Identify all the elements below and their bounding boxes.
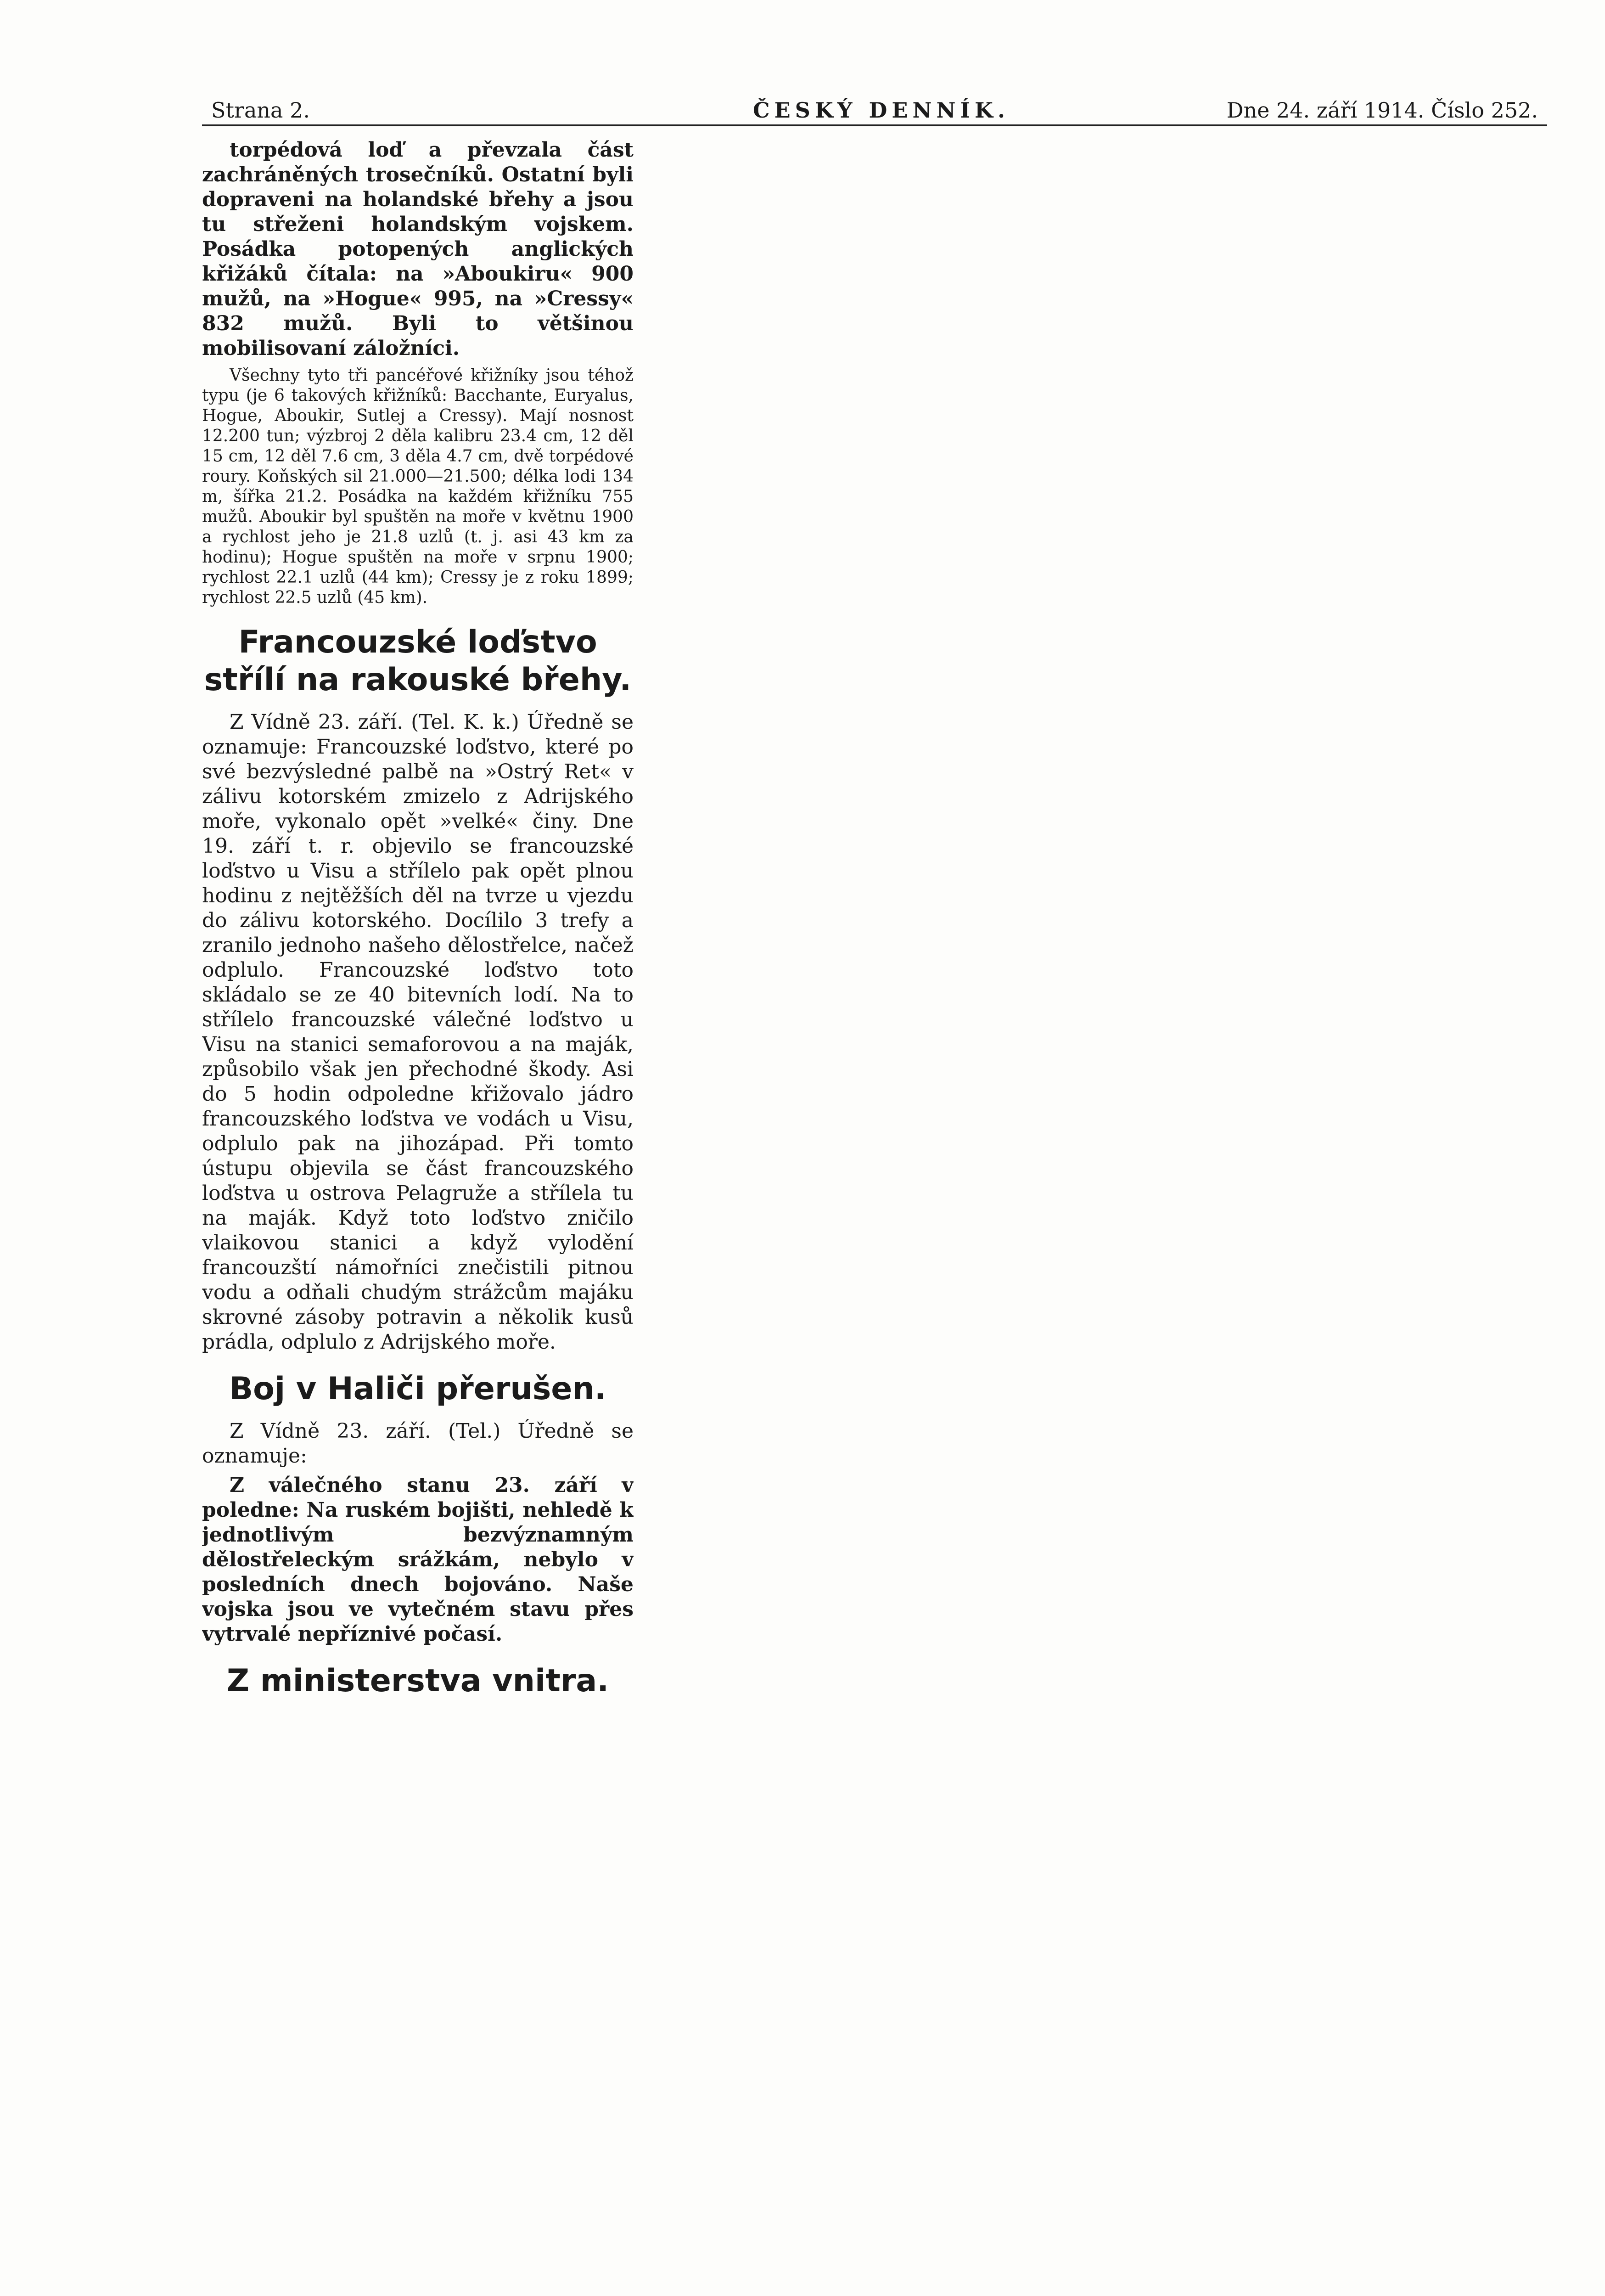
issue-date: Dne 24. září 1914. Číslo 252. <box>1226 98 1538 123</box>
headline: Z ministerstva vnitra. <box>226 1663 609 1699</box>
headline: Boj v Haliči přerušen. <box>229 1371 606 1407</box>
article-paragraph: Z Vídně 23. září. (Tel.) Úředně se oznamuje: <box>202 1419 634 1468</box>
article-paragraph: torpédová loď a převzala část zachráněných trosečníků. Ostatní byli dopraveni na holandské břehy a jsou tu střeženi holandským vojskem. Posádka potopených anglických křižáků čítala: na »Aboukiru« 900 mužů, na »Hogue« 995, na »Cressy« 832 mužů. Byli to většinou mobilisovaní záložníci. <box>202 138 634 360</box>
article-paragraph: Z válečného stanu 23. září v poledne: Na ruském bojišti, nehledě k jednotlivým bezvýznamným dělostřeleckým srážkám, nebylo v posledních dnech bojováno. Naše vojska jsou ve vytečném stavu přes vytrvalé nepříznivé počasí. <box>202 1474 634 1646</box>
article-paragraph: Všechny tyto tři pancéřové křižníky jsou téhož typu (je 6 takových křižníků: Bacchante, Euryalus, Hogue, Aboukir, Sutlej a Cressy). Mají nosnost 12.200 tun; výzbroj 2 děla kalibru 23.4 cm, 12 děl 15 cm, 12 děl 7.6 cm, 3 děla 4.7 cm, dvě torpédové roury. Koňských sil 21.000—21.500; délka lodi 134 m, šířka 21.2. Posádka na každém křižníku 755 mužů. Aboukir byl spuštěn na moře v květnu 1900 a rychlost jeho je 21.8 uzlů (t. j. asi 43 km za hodinu); Hogue spuštěn na moře v srpnu 1900; rychlost 22.1 uzlů (44 km); Cressy je z roku 1899; rychlost 22.5 uzlů (45 km). <box>202 366 634 607</box>
article-paragraph: Z Vídně 23. září. (Tel. K. k.) Úředně se oznamuje: Francouzské loďstvo, které po své bezvýsledné palbě na »Ostrý Ret« v zálivu kotorském zmizelo z Adrijského moře, vykonalo opět »velké« činy. Dne 19. září t. r. objevilo se francouzské loďstvo u Visu a střílelo pak opět plnou hodinu z nejtěžších děl na tvrze u vjezdu do zálivu kotorského. Docílilo 3 trefy a zranilo jednoho našeho dělostřelce, načež odplulo. Francouzské loďstvo toto skládalo se ze 40 bitevních lodí. Na to střílelo francouzské válečné loďstvo u Visu na stanici semaforovou a na maják, způsobilo však jen přechodné škody. Asi do 5 hodin odpoledne křižovalo jádro francouzského loďstva ve vodách u Visu, odplulo pak na jihozápad. Při tomto ústupu objevila se část francouzského loďstva u ostrova Pelagruže a střílela tu na maják. Když toto loďstvo zničilo vlaikovou stanici a když vylodění francouzští námořníci znečistili pitnou vodu a odňali chudým strážcům majáku skrovné zásoby potravin a několik kusů prádla, odplulo z Adrijského moře. <box>202 710 634 1354</box>
column-1 <box>202 138 634 2259</box>
page-number: Strana 2. <box>211 98 310 123</box>
headline: Francouzské loďstvo střílí na rakouské břehy. <box>204 624 632 698</box>
masthead <box>202 94 1547 126</box>
newspaper-title: ČESKÝ DENNÍK. <box>753 98 1010 123</box>
